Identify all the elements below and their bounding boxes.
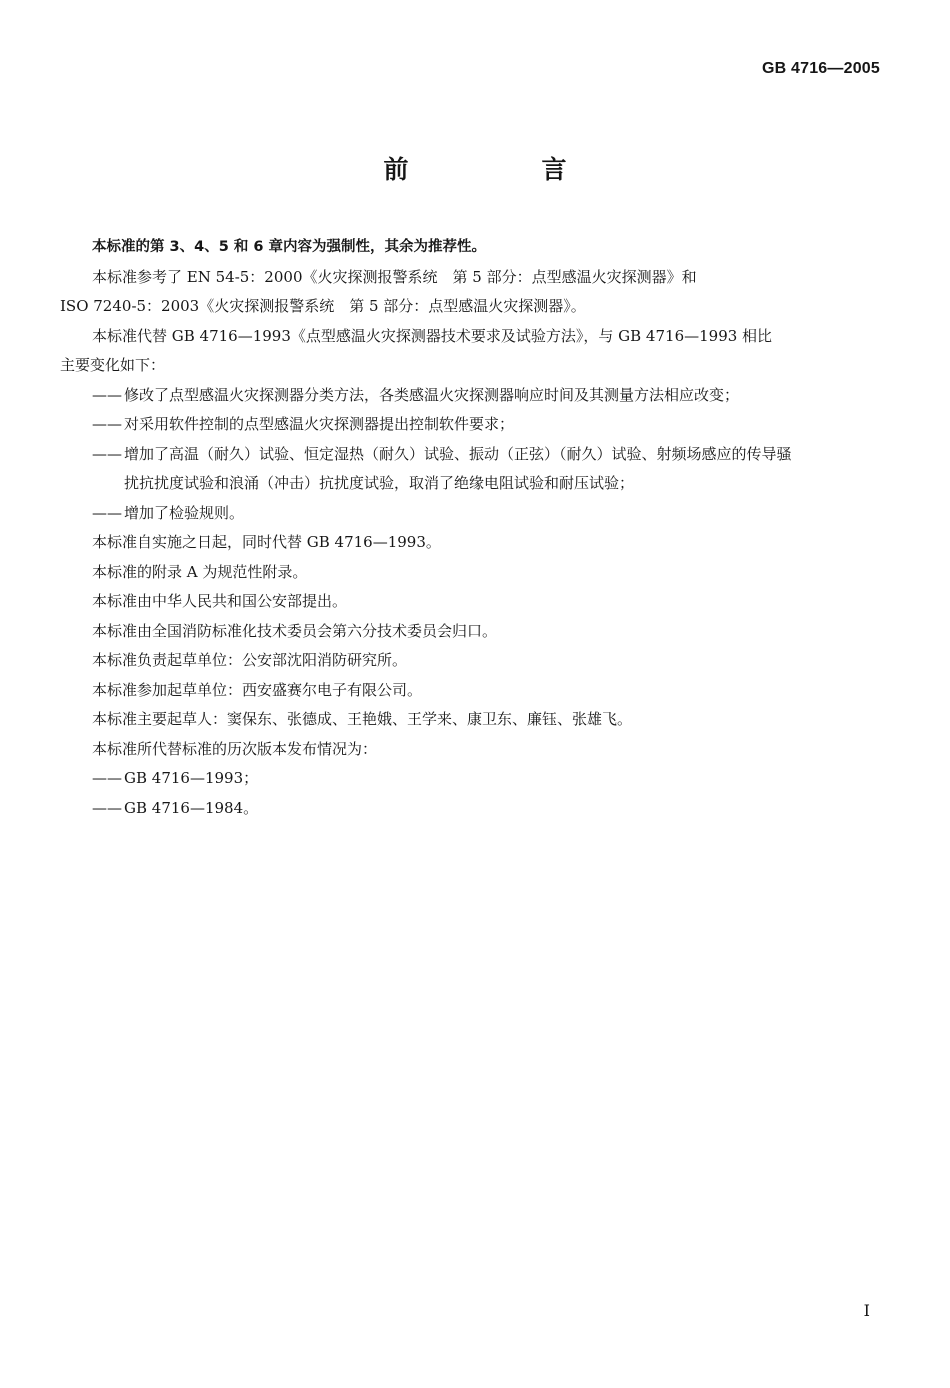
replace-paragraph-cont — [60, 351, 880, 381]
history-text: GB 4716—1984。 — [124, 798, 259, 817]
replace-paragraph — [60, 322, 880, 352]
drafting-unit-clause: 本标准负责起草单位：公安部沈阳消防研究所。 — [92, 651, 408, 669]
mandatory-clause: 本标准的第 3、4、5 和 6 章内容为强制性，其余为推荐性。 — [92, 239, 487, 255]
annex-clause: 本标准的附录 A 为规范性附录。 — [92, 562, 308, 581]
reference-paragraph — [60, 263, 880, 293]
change-text-continued: 扰抗扰度试验和浪涌（冲击）抗扰度试验，取消了绝缘电阻试验和耐压试验； — [124, 474, 635, 492]
change-text: 对采用软件控制的点型感温火灾探测器提出控制软件要求； — [124, 415, 515, 433]
effective-clause: 本标准自实施之日起，同时代替 GB 4716—1993。 — [92, 533, 441, 551]
replace-line-1: 本标准代替 GB 4716—1993《点型感温火灾探测器技术要求及试验方法》，与 GB 4716—1993 相比 — [92, 326, 773, 345]
page-number: I — [863, 1301, 870, 1320]
proposed-clause: 本标准由中华人民共和国公安部提出。 — [92, 592, 348, 610]
centralized-clause: 本标准由全国消防标准化技术委员会第六分技术委员会归口。 — [92, 621, 498, 640]
reference-paragraph-cont — [60, 292, 880, 322]
dash-marker: —— — [92, 385, 122, 404]
change-text: 增加了检验规则。 — [124, 503, 245, 522]
dash-marker: —— — [92, 415, 122, 433]
history-text: GB 4716—1993； — [124, 769, 259, 787]
page-title: 前 言 — [383, 155, 621, 184]
participating-unit-clause: 本标准参加起草单位：西安盛赛尔电子有限公司。 — [92, 680, 423, 699]
change-item — [60, 410, 880, 440]
replace-line-2: 主要变化如下： — [60, 356, 166, 374]
history-intro: 本标准所代替标准的历次版本发布情况为： — [92, 739, 378, 758]
reference-line-1: 本标准参考了 EN 54-5：2000《火灾探测报警系统 第 5 部分：点型感温火灾探测器》和 — [92, 267, 697, 286]
history-item — [60, 794, 880, 824]
dash-marker: —— — [92, 503, 122, 522]
standard-code: GB 4716—2005 — [761, 60, 880, 77]
change-item — [60, 381, 880, 411]
change-text: 增加了高温（耐久）试验、恒定湿热（耐久）试验、振动（正弦）（耐久）试验、射频场感应的传导骚 — [124, 444, 792, 463]
dash-marker: —— — [92, 444, 122, 463]
dash-marker: —— — [92, 798, 122, 817]
change-text: 修改了点型感温火灾探测器分类方法，各类感温火灾探测器响应时间及其测量方法相应改变； — [124, 385, 740, 404]
dash-marker: —— — [92, 769, 122, 787]
change-item — [60, 440, 880, 499]
drafters-clause: 本标准主要起草人：窦保东、张德成、王艳娥、王学来、康卫东、廉钰、张雄飞。 — [92, 710, 633, 728]
document-body — [60, 233, 880, 823]
change-item — [60, 499, 880, 529]
history-item — [60, 764, 880, 794]
reference-line-2: ISO 7240-5：2003《火灾探测报警系统 第 5 部分：点型感温火灾探测器》。 — [60, 297, 586, 315]
